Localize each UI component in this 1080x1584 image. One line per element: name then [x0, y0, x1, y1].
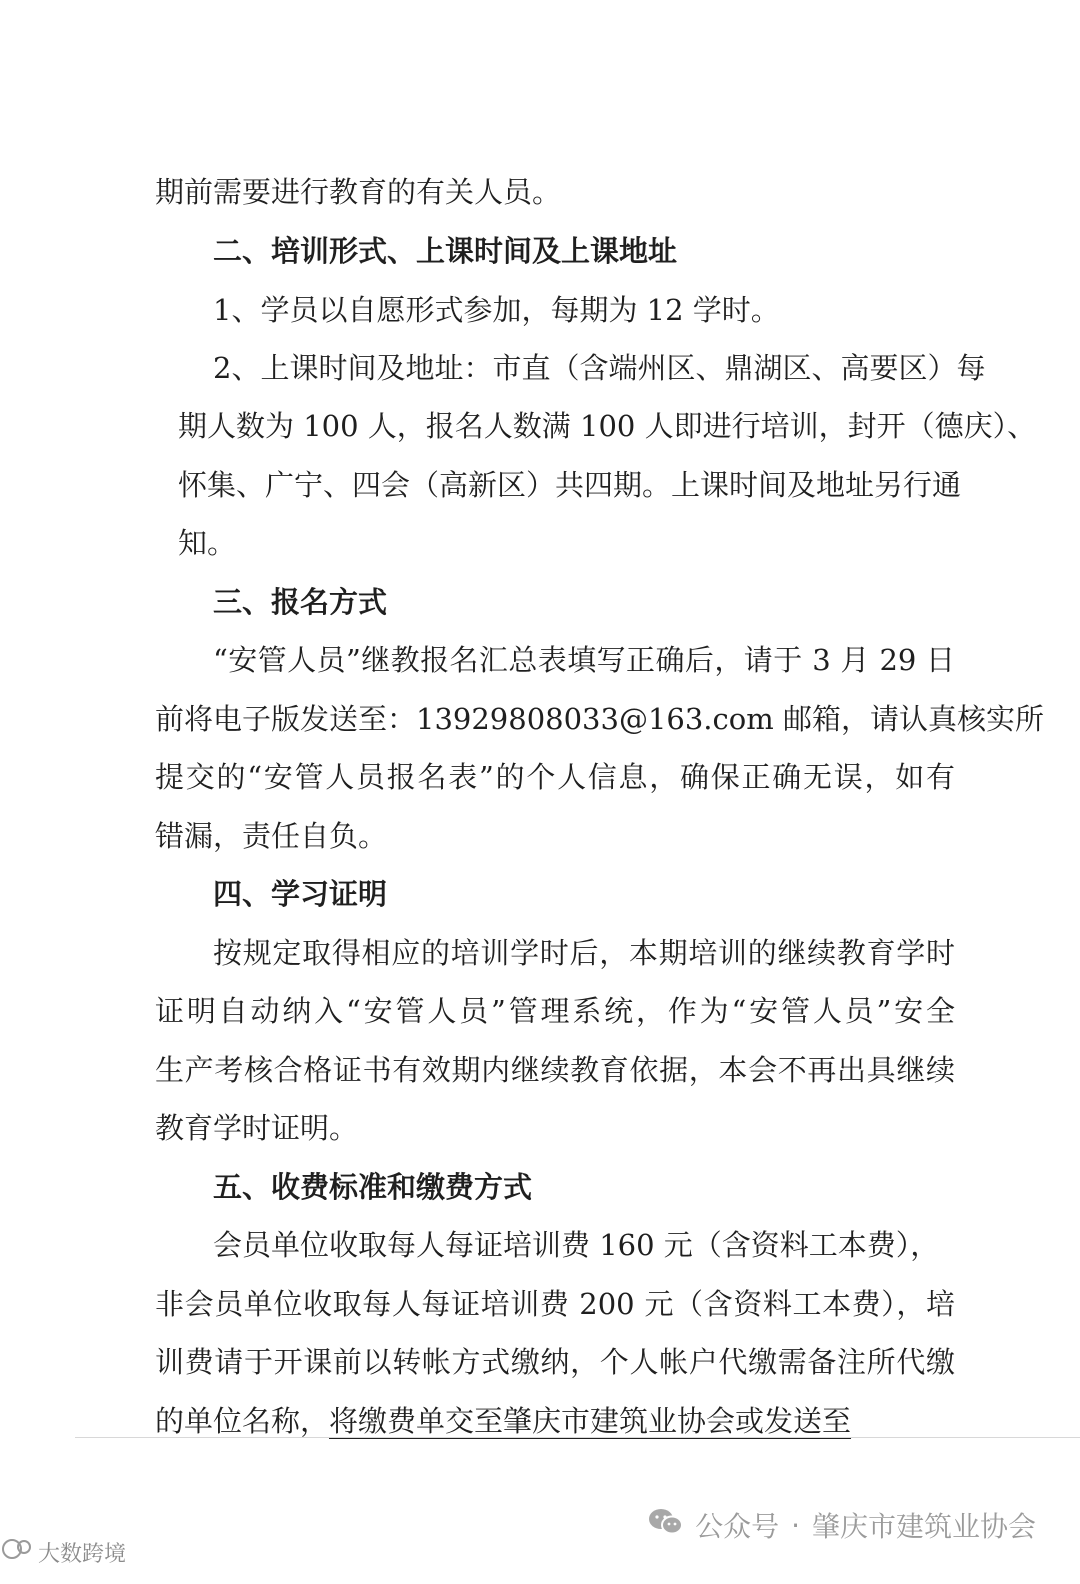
account-prefix: 公众号 [695, 1510, 780, 1543]
paragraph-line-8: 前将电子版发送至：13929808033@163.com 邮箱，请认真核实所 [155, 702, 1044, 736]
paragraph-line-5: 怀集、广宁、四会（高新区）共四期。上课时间及地址另行通 [178, 468, 962, 502]
paragraph-line-1: 期前需要进行教育的有关人员。 [155, 175, 562, 209]
paragraph-line-16: 非会员单位收取每人每证培训费 200 元（含资料工本费），培 [155, 1287, 955, 1321]
wechat-account-watermark [647, 1503, 1036, 1547]
wechat-icon [647, 1506, 685, 1545]
footer-divider [75, 1437, 1080, 1438]
section-heading-3: 三、报名方式 [213, 585, 388, 619]
underlined-instruction: 将缴费单交至肇庆市建筑业协会或发送至 [329, 1404, 852, 1438]
account-name: 肇庆市建筑业协会 [811, 1510, 1036, 1543]
source-watermark [0, 1536, 126, 1568]
paragraph-line-4: 期人数为 100 人，报名人数满 100 人即进行培训，封开（德庆）、 [178, 409, 1037, 443]
paragraph-line-17: 训费请于开课前以转帐方式缴纳，个人帐户代缴需备注所代缴 [155, 1345, 955, 1379]
paragraph-line-12: 证明自动纳入“安管人员”管理系统，作为“安管人员”安全 [155, 994, 955, 1028]
paragraph-line-13: 生产考核合格证书有效期内继续教育依据，本会不再出具继续 [155, 1053, 955, 1087]
paragraph-line-18-text: 的单位名称， [155, 1404, 330, 1438]
source-logo-icon [0, 1535, 38, 1569]
paragraph-line-3: 2、上课时间及地址：市直（含端州区、鼎湖区、高要区）每 [213, 351, 986, 385]
paragraph-line-10: 错漏，责任自负。 [155, 819, 388, 853]
paragraph-line-15: 会员单位收取每人每证培训费 160 元（含资料工本费）， [213, 1228, 940, 1262]
paragraph-line-14: 教育学时证明。 [155, 1111, 359, 1145]
section-heading-4: 四、学习证明 [213, 877, 388, 911]
paragraph-line-6: 知。 [178, 526, 237, 560]
section-heading-2: 二、培训形式、上课时间及上课地址 [213, 234, 678, 268]
source-logo-text: 大数跨境 [38, 1541, 127, 1567]
paragraph-line-7: “安管人员”继教报名汇总表填写正确后，请于 3 月 29 日 [213, 643, 955, 677]
section-heading-5: 五、收费标准和缴费方式 [213, 1170, 533, 1204]
paragraph-line-11: 按规定取得相应的培训学时后，本期培训的继续教育学时 [213, 936, 955, 970]
paragraph-line-2: 1、学员以自愿形式参加，每期为 12 学时。 [213, 293, 780, 327]
paragraph-line-9: 提交的“安管人员报名表”的个人信息，确保正确无误，如有 [155, 760, 955, 794]
account-separator: · [791, 1508, 800, 1542]
